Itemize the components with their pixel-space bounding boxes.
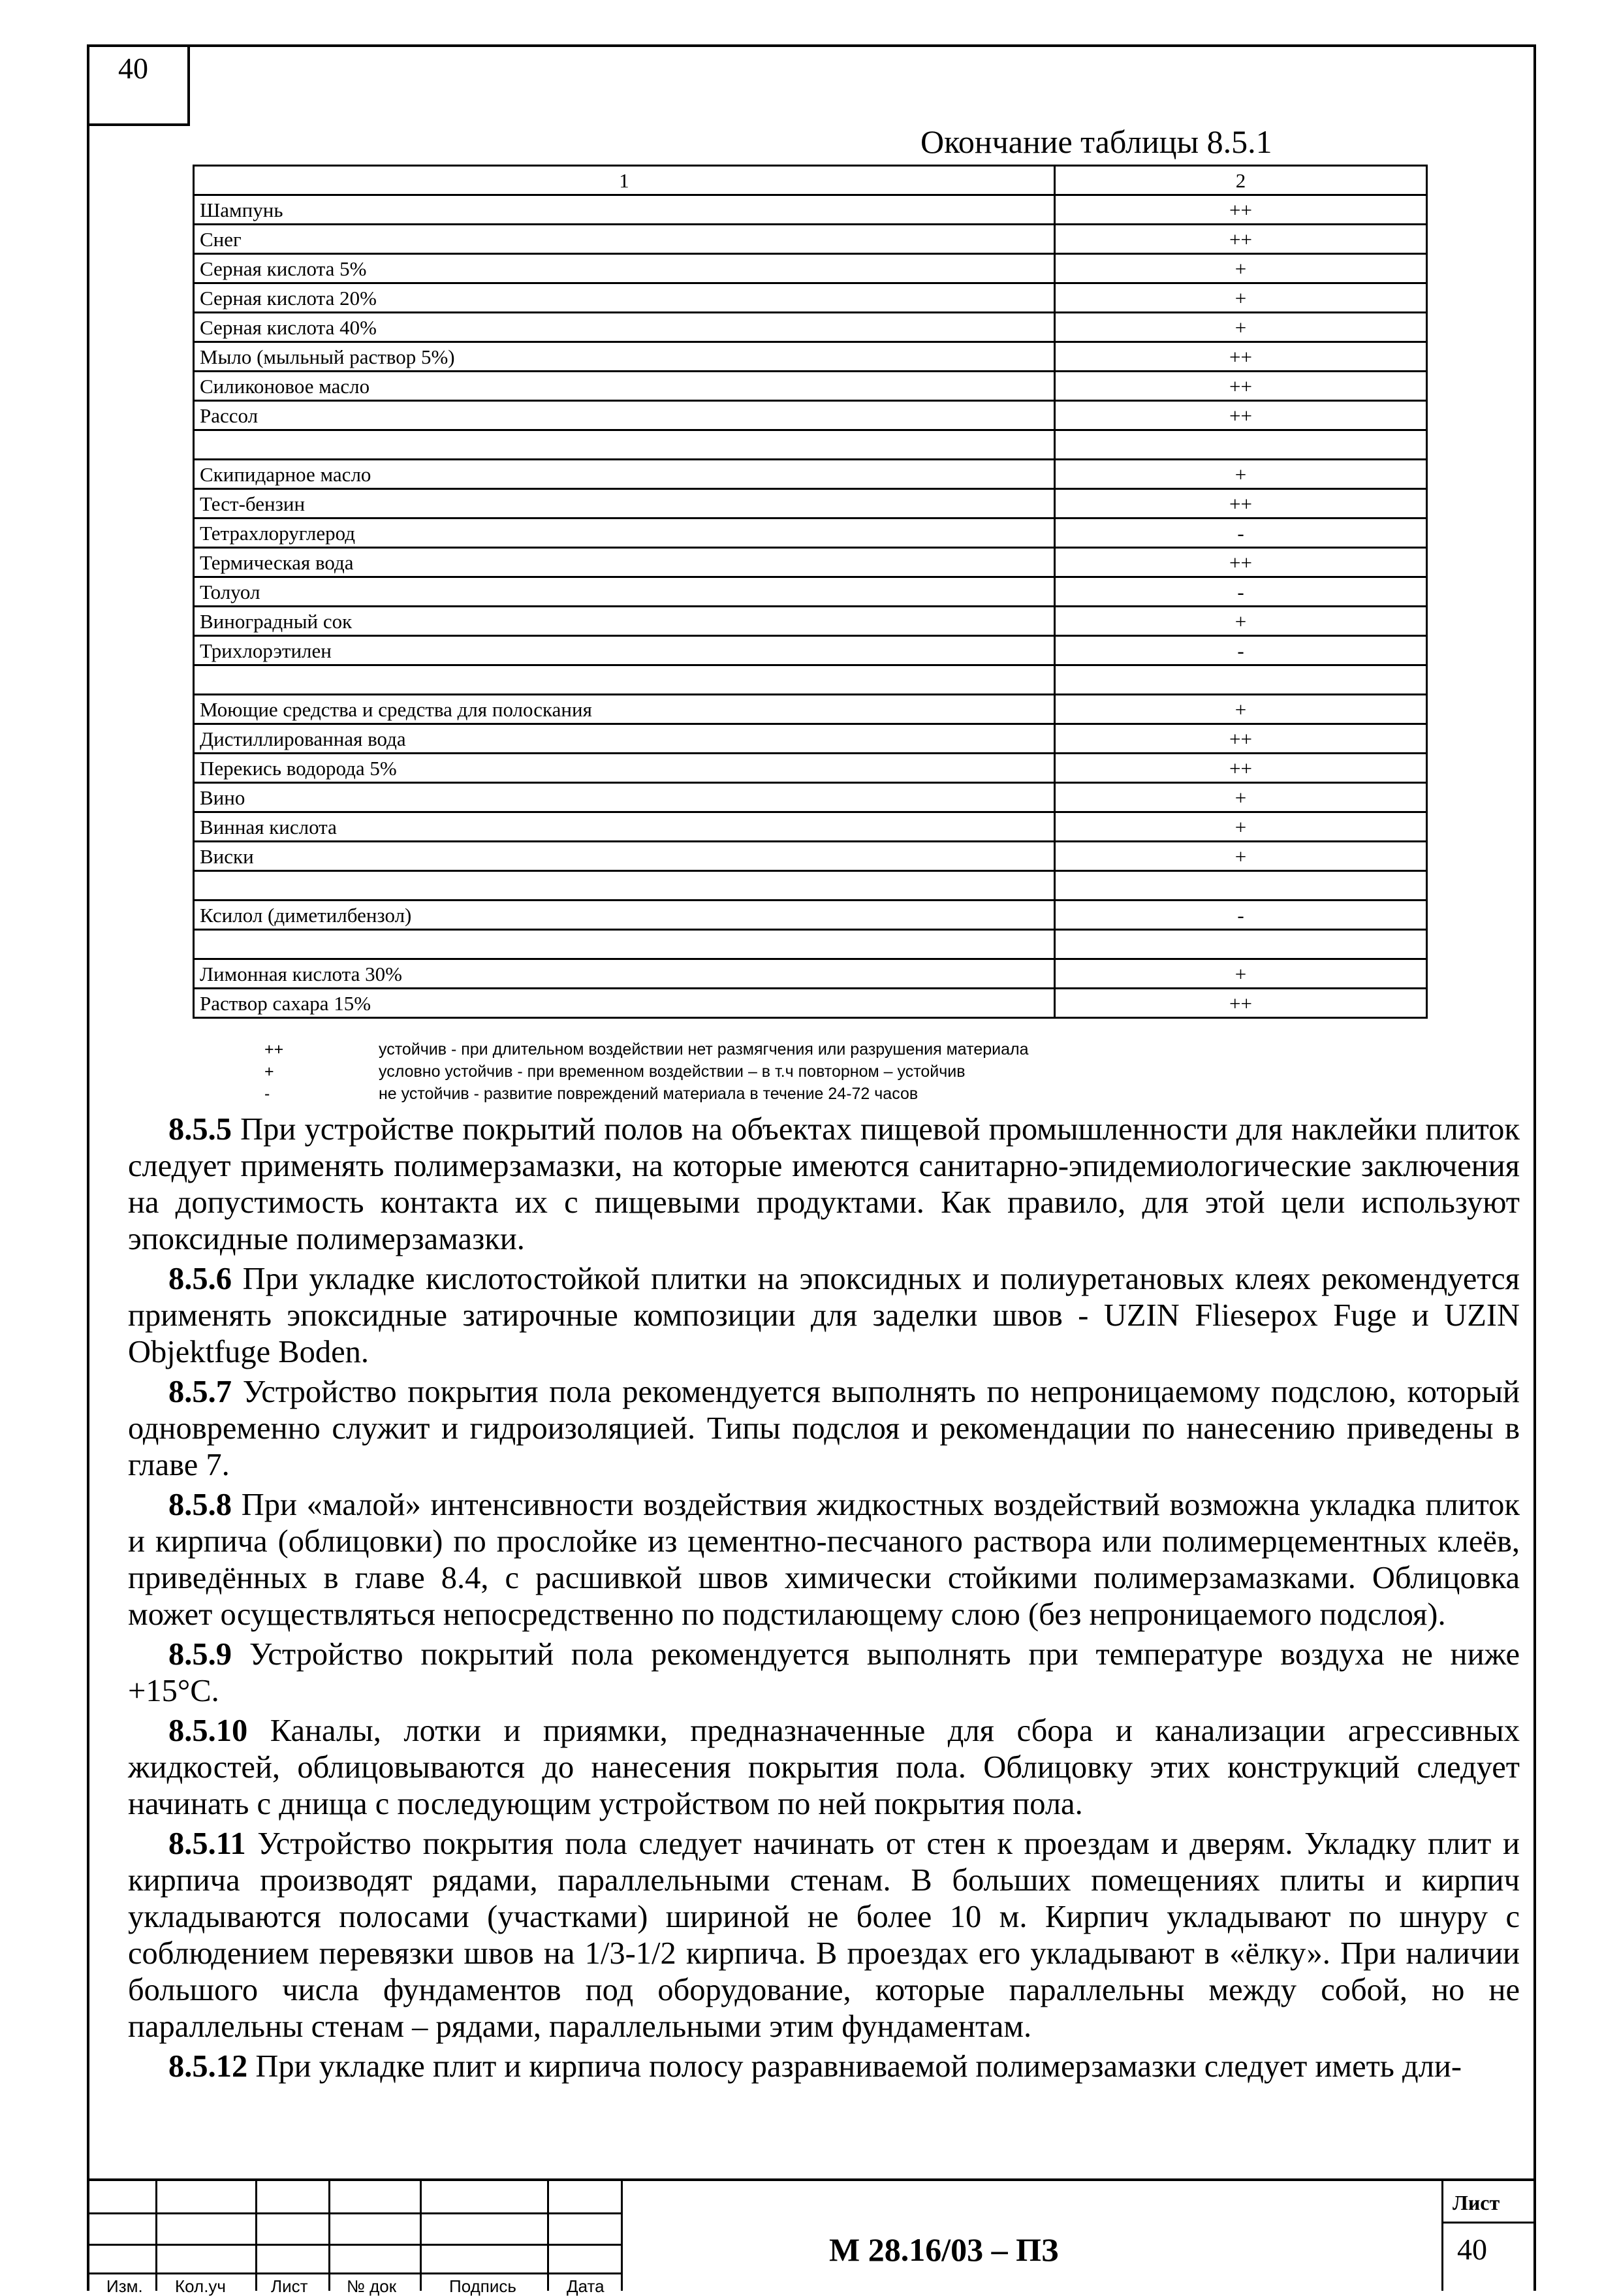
substance-cell: Тетрахлоруглерод	[194, 518, 1055, 548]
paragraph-text: Устройство покрытия пола следует начинать от стен к проездам и дверям. Укладку плит и кирпича производят рядами, параллельными стенам. В больших помещениях плиты и кирпич укладываются полосами (участками) шириной не более 10 м. Кирпич укладывают по шнуру с соблюдением перевязки швов на 1/3-1/2 кирпича. В проездах его укладывают в «ёлку». При наличии большого числа фундаментов под оборудование, которые параллельны между собой, но не параллельны стенам – рядами, параллельными этим фундаментам.	[128, 1826, 1520, 2044]
substance-cell: Перекись водорода 5%	[194, 754, 1055, 783]
substance-cell: Виноградный сок	[194, 607, 1055, 636]
stamp-col-label: Дата	[567, 2276, 605, 2296]
resistance-cell: ++	[1055, 342, 1427, 372]
substance-cell: Серная кислота 20%	[194, 283, 1055, 313]
legend-text: не устойчив - развитие повреждений материала в течение 24-72 часов	[379, 1085, 919, 1103]
page-number: 40	[118, 52, 148, 85]
table-header-row	[194, 166, 1427, 195]
document-code: М 28.16/03 – ПЗ	[829, 2231, 1059, 2268]
stamp-rule	[87, 2244, 621, 2246]
stamp-rule	[87, 2272, 621, 2274]
resistance-cell: ++	[1055, 372, 1427, 401]
resistance-cell: ++	[1055, 989, 1427, 1018]
resistance-cell: +	[1055, 460, 1427, 489]
section-number: 8.5.5	[168, 1112, 232, 1147]
stamp-col-label: № док	[347, 2276, 397, 2296]
sheet-number: 40	[1457, 2233, 1487, 2266]
section-number: 8.5.11	[168, 1826, 246, 1861]
paragraph	[128, 1713, 1520, 1823]
stamp-divider	[1441, 2181, 1443, 2291]
substance-cell	[194, 930, 1055, 959]
resistance-cell	[1055, 665, 1427, 695]
resistance-cell: -	[1055, 577, 1427, 607]
stamp-divider	[621, 2181, 623, 2291]
paragraph	[128, 1826, 1520, 2045]
paragraph-text: При устройстве покрытий полов на объектах пищевой промышленности для наклейки плиток следует применять полимерзамазки, на которые имеются санитарно-эпидемиологические заключения на допустимость контакта их с пищевыми продуктами. Как правило, для этой цели используют эпоксидные полимерзамазки.	[128, 1112, 1520, 1256]
table-row	[194, 930, 1427, 959]
title-block	[87, 2178, 1536, 2296]
substance-cell: Толуол	[194, 577, 1055, 607]
substance-cell: Трихлорэтилен	[194, 636, 1055, 665]
resistance-cell: ++	[1055, 225, 1427, 254]
legend-item	[264, 1038, 1029, 1060]
resistance-cell: +	[1055, 842, 1427, 871]
resistance-table	[193, 165, 1428, 1019]
paragraph-text: Каналы, лотки и приямки, предназначенные для сбора и канализации агрессивных жидкостей, облицовываются до нанесения покрытия пола. Облицовку этих конструкций следует начинать с днища с последующим устройством по ней покрытия пола.	[128, 1714, 1520, 1821]
paragraph	[128, 1261, 1520, 1371]
resistance-cell: ++	[1055, 489, 1427, 518]
table-row	[194, 460, 1427, 489]
substance-cell: Лимонная кислота 30%	[194, 959, 1055, 989]
table-row	[194, 254, 1427, 283]
paragraph-text: При укладке плит и кирпича полосу разравниваемой полимерзамазки следует иметь дли-	[247, 2049, 1462, 2084]
paragraph-text: При укладке кислотостойкой плитки на эпоксидных и полиуретановых клеях рекомендуется применять эпоксидные затирочные композиции для заделки швов - UZIN Fliesepox Fuge и UZIN Objektfuge Boden.	[128, 1262, 1520, 1369]
resistance-cell: ++	[1055, 548, 1427, 577]
stamp-col-label: Изм.	[106, 2276, 143, 2296]
resistance-cell: ++	[1055, 195, 1427, 225]
table-row	[194, 754, 1427, 783]
substance-cell: Силиконовое масло	[194, 372, 1055, 401]
sheet-label: Лист	[1453, 2191, 1500, 2214]
resistance-cell: +	[1055, 695, 1427, 724]
substance-cell: Моющие средства и средства для полоскания	[194, 695, 1055, 724]
table-row	[194, 548, 1427, 577]
section-number: 8.5.12	[168, 2049, 248, 2084]
resistance-cell	[1055, 430, 1427, 460]
table-row	[194, 342, 1427, 372]
resistance-cell	[1055, 871, 1427, 901]
substance-cell: Рассол	[194, 401, 1055, 430]
substance-cell	[194, 430, 1055, 460]
legend-symbol: ++	[264, 1040, 284, 1059]
resistance-cell: ++	[1055, 724, 1427, 754]
substance-cell: Скипидарное масло	[194, 460, 1055, 489]
paragraph-text: Устройство покрытий пола рекомендуется выполнять при температуре воздуха не ниже +15°С.	[128, 1637, 1520, 1708]
substance-cell: Раствор сахара 15%	[194, 989, 1055, 1018]
stamp-col-label: Лист	[271, 2276, 308, 2296]
substance-cell: Термическая вода	[194, 548, 1055, 577]
resistance-cell: -	[1055, 518, 1427, 548]
table-row	[194, 401, 1427, 430]
substance-cell: Виски	[194, 842, 1055, 871]
substance-cell: Тест-бензин	[194, 489, 1055, 518]
substance-cell: Мыло (мыльный раствор 5%)	[194, 342, 1055, 372]
table-row	[194, 724, 1427, 754]
substance-cell: Дистиллированная вода	[194, 724, 1055, 754]
table-row	[194, 577, 1427, 607]
table-row	[194, 489, 1427, 518]
table-row	[194, 959, 1427, 989]
paragraph	[128, 1111, 1520, 1258]
resistance-cell: +	[1055, 959, 1427, 989]
table-row	[194, 636, 1427, 665]
stamp-col-label: Подпись	[449, 2276, 516, 2296]
stamp-col-label: Кол.уч	[175, 2276, 226, 2296]
substance-cell: Ксилол (диметилбензол)	[194, 901, 1055, 930]
table-legend	[264, 1038, 1029, 1105]
table-row	[194, 518, 1427, 548]
legend-item	[264, 1083, 1029, 1105]
resistance-cell: +	[1055, 812, 1427, 842]
resistance-cell: +	[1055, 283, 1427, 313]
table-row	[194, 695, 1427, 724]
table-row	[194, 901, 1427, 930]
table-row	[194, 842, 1427, 871]
section-number: 8.5.7	[168, 1375, 232, 1409]
paragraph	[128, 1374, 1520, 1484]
table-row	[194, 195, 1427, 225]
header-cell-1: 1	[194, 166, 1055, 195]
table-row	[194, 871, 1427, 901]
section-number: 8.5.10	[168, 1714, 248, 1748]
table-row	[194, 989, 1427, 1018]
stamp-rule	[87, 2212, 621, 2214]
resistance-cell: ++	[1055, 401, 1427, 430]
table-row	[194, 313, 1427, 342]
resistance-cell: -	[1055, 636, 1427, 665]
legend-symbol: -	[264, 1085, 270, 1103]
table-row	[194, 225, 1427, 254]
resistance-cell: -	[1055, 901, 1427, 930]
resistance-cell: ++	[1055, 754, 1427, 783]
resistance-cell: +	[1055, 783, 1427, 812]
table-row	[194, 283, 1427, 313]
resistance-cell: +	[1055, 254, 1427, 283]
legend-item	[264, 1060, 1029, 1083]
legend-text: условно устойчив - при временном воздействии – в т.ч повторном – устойчив	[379, 1062, 966, 1081]
body-text	[128, 1111, 1520, 2088]
substance-cell: Снег	[194, 225, 1055, 254]
table-row	[194, 372, 1427, 401]
paragraph	[128, 1636, 1520, 1710]
legend-text: устойчив - при длительном воздействии нет размягчения или разрушения материала	[379, 1040, 1029, 1059]
resistance-cell	[1055, 930, 1427, 959]
paragraph-text: Устройство покрытия пола рекомендуется выполнять по непроницаемому подслою, который одновременно служит и гидроизоляцией. Типы подслоя и рекомендации по нанесению приведены в главе 7.	[128, 1375, 1520, 1482]
resistance-cell: +	[1055, 313, 1427, 342]
paragraph	[128, 2049, 1520, 2085]
resistance-cell: +	[1055, 607, 1427, 636]
page-number-box	[87, 44, 190, 126]
paragraph	[128, 1487, 1520, 1633]
table-caption: Окончание таблицы 8.5.1	[920, 123, 1272, 160]
substance-cell	[194, 871, 1055, 901]
substance-cell	[194, 665, 1055, 695]
substance-cell: Серная кислота 40%	[194, 313, 1055, 342]
section-number: 8.5.6	[168, 1262, 232, 1296]
substance-cell: Серная кислота 5%	[194, 254, 1055, 283]
table-row	[194, 607, 1427, 636]
section-number: 8.5.8	[168, 1488, 232, 1522]
table-row	[194, 665, 1427, 695]
substance-cell: Вино	[194, 783, 1055, 812]
legend-symbol: +	[264, 1062, 274, 1081]
substance-cell: Шампунь	[194, 195, 1055, 225]
header-cell-2: 2	[1055, 166, 1427, 195]
paragraph-text: При «малой» интенсивности воздействия жидкостных воздействий возможна укладка плиток и кирпича (облицовки) по прослойке из цементно-песчаного раствора или полимерцементных клеёв, приведённых в главе 8.4, с расшивкой швов химически стойкими полимерзамазками. Облицовка может осуществляться непосредственно по подстилающему слою (без непроницаемого подслоя).	[128, 1488, 1520, 1632]
table-row	[194, 812, 1427, 842]
substance-cell: Винная кислота	[194, 812, 1055, 842]
section-number: 8.5.9	[168, 1637, 232, 1672]
table-row	[194, 783, 1427, 812]
stamp-rule	[1441, 2222, 1536, 2224]
table-row	[194, 430, 1427, 460]
